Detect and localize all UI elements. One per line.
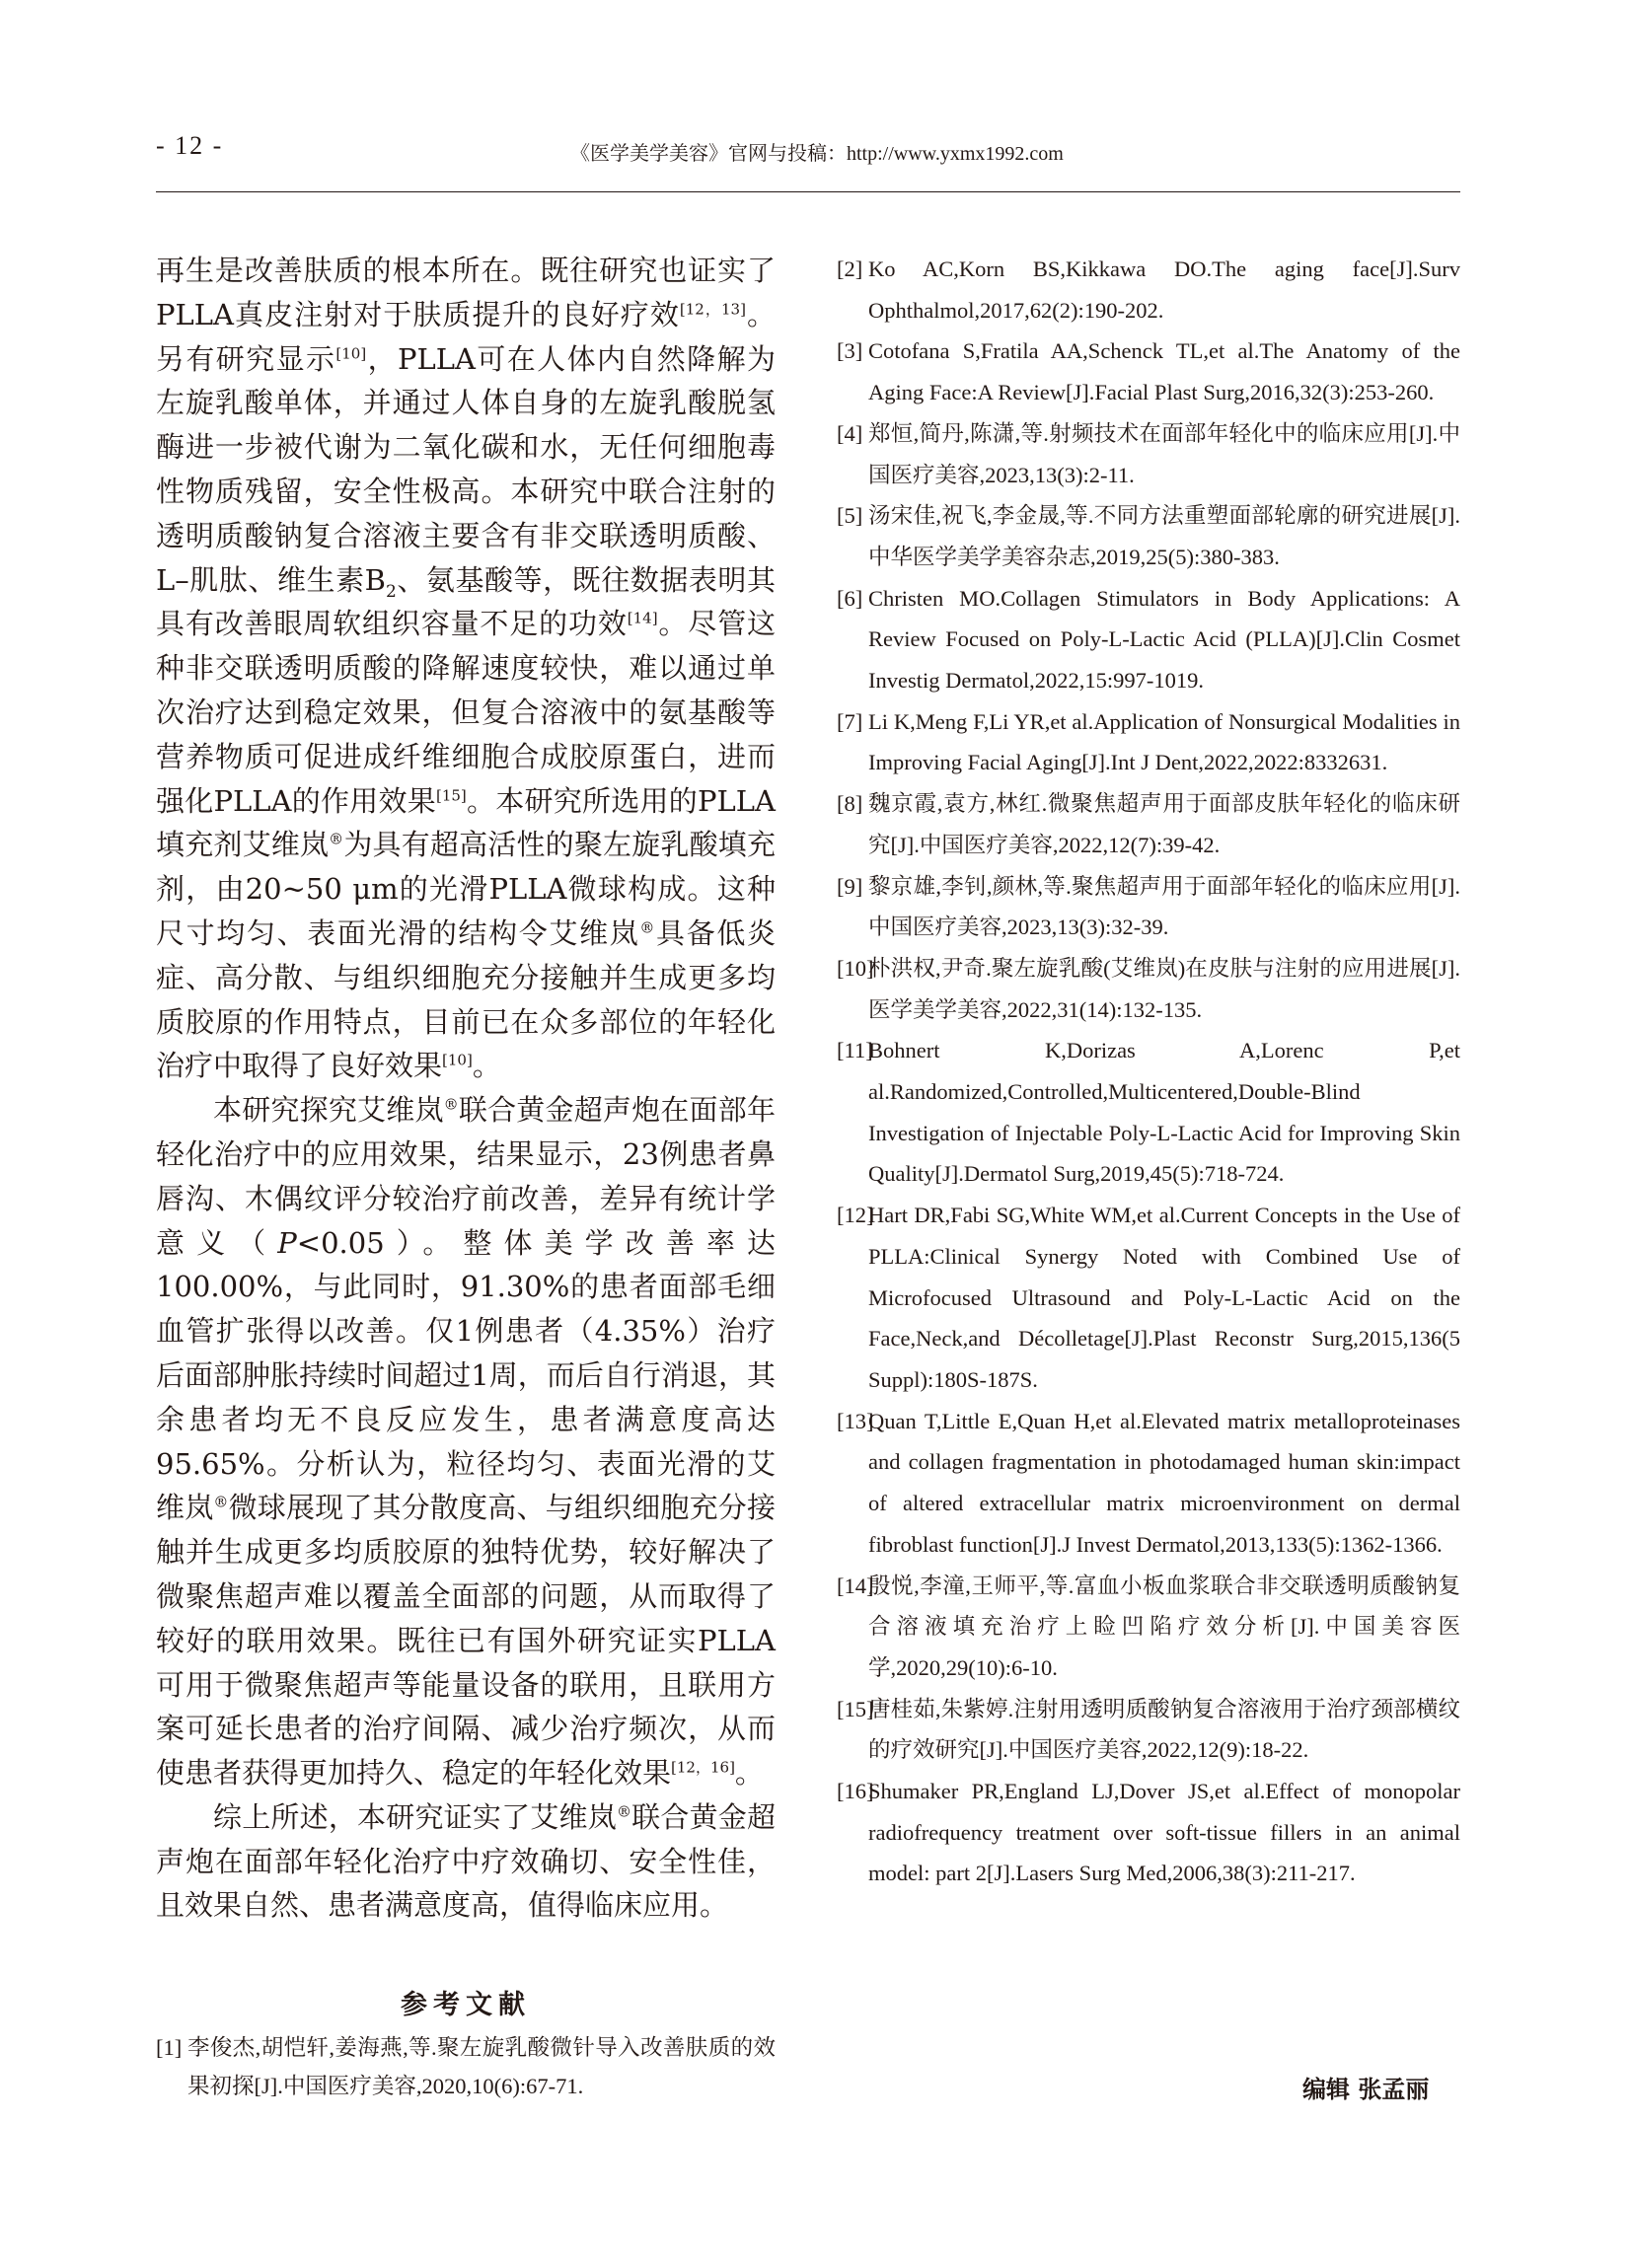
reference-text: 朴洪权,尹奇.聚左旋乳酸(艾维岚)在皮肤与注射的应用进展[J].医学美学美容,2022,31(14):132-135. xyxy=(868,955,1460,1022)
journal-header: 《医学美学美容》官网与投稿：http://www.yxmx1992.com xyxy=(570,143,1064,165)
text-run: 微球展现了其分散度高、与组织细胞充分接触并生成更多均质胶原的独特优势，较好解决了微聚焦超声难以覆盖全面部的问题，从而取得了较好的联用效果。既往已有国外研究证实PLLA可用于微聚焦超声等能量设备的联用，且联用方案可延长患者的治疗间隔、减少治疗频次，从而使患者获得更加持久、稳定的年轻化效果 xyxy=(156,1491,776,1791)
reference-text: 李俊杰,胡恺轩,姜海燕,等.聚左旋乳酸微针导入改善肤质的效果初探[J].中国医疗美容,2020,10(6):67-71. xyxy=(187,2035,776,2098)
text-run: 联合黄金超声炮在面部年轻化治疗中疗效确切、安全性佳，且效果自然、患者满意度高，值得临床应用。 xyxy=(156,1799,776,1923)
reference-number: [8] xyxy=(837,791,863,817)
reference-item xyxy=(837,1401,1460,1566)
citation: [15] xyxy=(435,785,467,804)
citation: [12，13] xyxy=(679,300,746,319)
reference-item xyxy=(156,2028,776,2105)
reference-item xyxy=(837,948,1460,1030)
reference-text: Shumaker PR,England LJ,Dover JS,et al.Effect of monopolar radiofrequency treatment over soft-tissue fillers in an animal model: part 2[J].Lasers Surg Med,2006,38(3):211-217. xyxy=(868,1779,1460,1886)
reference-text: Hart DR,Fabi SG,White WM,et al.Current Concepts in the Use of PLLA:Clinical Synergy Noted with Combined Use of Microfocused Ultrasound and Poly-L-Lactic Acid on the Face,Neck,and Décolletage[J].Plast Reconstr Surg,2015,136(5 Suppl):180S-187S. xyxy=(868,1203,1460,1392)
reference-number: [14] xyxy=(837,1573,874,1598)
reference-number: [16] xyxy=(837,1779,874,1804)
reference-text: Bohnert K,Dorizas A,Lorenc P,et al.Randomized,Controlled,Multicentered,Double-Blind Investigation of Injectable Poly-L-Lactic Acid for Improving Skin Quality[J].Dermatol Surg,2019,45(5):718-724. xyxy=(868,1038,1460,1187)
references-title: 参考文献 xyxy=(401,1990,531,2020)
text-run: 。本研究所选用的PLLA填充剂艾维岚 xyxy=(156,783,776,862)
text-run: 具备低炎症、高分散、与组织细胞充分接触并生成更多均质胶原的作用特点，目前已在众多部位的年轻化治疗中取得了良好效果 xyxy=(156,915,776,1083)
reference-text: 殷悦,李潼,王师平,等.富血小板血浆联合非交联透明质酸钠复合溶液填充治疗上睑凹陷疗效分析[J].中国美容医学,2020,29(10):6-10. xyxy=(868,1573,1460,1680)
text-run: 。另有研究显示 xyxy=(156,297,776,376)
reference-number: [12] xyxy=(837,1203,874,1228)
text-run: ，PLLA可在人体内自然降解为左旋乳酸单体，并通过人体自身的左旋乳酸脱氢酶进一步被代谢为二氧化碳和水，无任何细胞毒性物质残留，安全性极高。本研究中联合注射的透明质酸钠复合溶液主要含有非交联透明质酸、L–肌肽、维生素B xyxy=(156,341,776,597)
reference-number: [11] xyxy=(837,1038,873,1063)
reference-item xyxy=(837,330,1460,412)
reference-number: [15] xyxy=(837,1696,874,1721)
reference-item xyxy=(837,249,1460,330)
reference-text: Li K,Meng F,Li YR,et al.Application of Nonsurgical Modalities in Improving Facial Aging[J].Int J Dent,2022,2022:8332631. xyxy=(868,708,1460,775)
reference-text: Quan T,Little E,Quan H,et al.Elevated matrix metalloproteinases and collagen fragmentation in photodamaged human skin:impact of altered extracellular matrix microenvironment on dermal fibroblast function[J].J Invest Dermatol,2013,133(5):1362-1366. xyxy=(868,1408,1460,1557)
text-run: 综上所述，本研究证实了艾维岚 xyxy=(213,1799,617,1834)
reference-item xyxy=(837,1195,1460,1401)
reference-list-left xyxy=(156,2028,776,2105)
reference-text: 汤宋佳,祝飞,李金晟,等.不同方法重塑面部轮廓的研究进展[J].中华医学美学美容杂志,2019,25(5):380-383. xyxy=(868,503,1460,569)
editor-credit: 编辑 张孟丽 xyxy=(1302,2076,1430,2103)
reference-number: [7] xyxy=(837,708,863,734)
reference-text: 魏京霞,袁方,林红.微聚焦超声用于面部皮肤年轻化的临床研究[J].中国医疗美容,2022,12(7):39-42. xyxy=(868,791,1460,857)
reference-text: Cotofana S,Fratila AA,Schenck TL,et al.The Anatomy of the Aging Face:A Review[J].Facial Plast Surg,2016,32(3):253-260. xyxy=(868,338,1460,405)
citation: [10] xyxy=(442,1051,473,1069)
text-run: 再生是改善肤质的根本所在。既往研究也证实了PLLA真皮注射对于肤质提升的良好疗效 xyxy=(156,254,776,331)
reference-text: Ko AC,Korn BS,Kikkawa DO.The aging face[J].Surv Ophthalmol,2017,62(2):190-202. xyxy=(868,256,1460,323)
citation: [12，16] xyxy=(671,1758,735,1777)
reference-item xyxy=(837,413,1460,495)
reference-number: [3] xyxy=(837,338,863,364)
registered-mark: ® xyxy=(616,1802,631,1821)
registered-mark: ® xyxy=(329,830,344,848)
reference-text: 郑恒,简丹,陈潇,等.射频技术在面部年轻化中的临床应用[J].中国医疗美容,2023,13(3):2-11. xyxy=(868,420,1460,487)
reference-item xyxy=(837,578,1460,701)
text-run: 联合黄金超声炮在面部年轻化治疗中的应用效果，结果显示，23例患者鼻唇沟、木偶纹评分较治疗前改善，差异有统计学意义（ xyxy=(156,1093,776,1260)
registered-mark: ® xyxy=(443,1095,459,1114)
reference-item xyxy=(837,1566,1460,1689)
text-run: <0.05）。整体美学改善率达100.00%，与此同时，91.30%的患者面部毛细血管扩张得以改善。仅1例患者（4.35%）治疗后面部肿胀持续时间超过1周，而后自行消退，其余患者均无不良反应发生，患者满意度高达95.65%。分析认为，粒径均匀、表面光滑的艾维岚 xyxy=(156,1225,776,1525)
paragraph-1 xyxy=(156,249,776,1088)
text-run: 为具有超高活性的聚左旋乳酸填充剂，由20~50 μm的光滑PLLA微球构成。这种尺寸均匀、表面光滑的结构令艾维岚 xyxy=(156,828,776,950)
reference-number: [13] xyxy=(837,1408,874,1433)
reference-text: 唐桂茹,朱紫婷.注射用透明质酸钠复合溶液用于治疗颈部横纹的疗效研究[J].中国医疗美容,2022,12(9):18-22. xyxy=(868,1696,1460,1763)
text-run: 。尽管这种非交联透明质酸的降解速度较快，难以通过单次治疗达到稳定效果，但复合溶液中的氨基酸等营养物质可促进成纤维细胞合成胶原蛋白，进而强化PLLA的作用效果 xyxy=(156,607,776,818)
text-run: 。 xyxy=(472,1049,501,1083)
subscript: 2 xyxy=(385,581,397,602)
reference-text: Christen MO.Collagen Stimulators in Body Applications: A Review Focused on Poly-L-Lactic Acid (PLLA)[J].Clin Cosmet Investig Dermatol,2022,15:997-1019. xyxy=(868,585,1460,694)
reference-number: [2] xyxy=(837,256,863,281)
reference-number: [9] xyxy=(837,873,863,899)
reference-item xyxy=(837,701,1460,783)
reference-item xyxy=(837,1689,1460,1771)
reference-number: [5] xyxy=(837,503,863,529)
registered-mark: ® xyxy=(639,918,655,937)
reference-item xyxy=(837,1030,1460,1195)
reference-item xyxy=(837,1771,1460,1894)
reference-number: [1] xyxy=(156,2035,183,2060)
text-run: 。 xyxy=(734,1756,764,1791)
left-column xyxy=(156,249,776,1928)
citation: [10] xyxy=(335,343,367,362)
text-run: 本研究探究艾维岚 xyxy=(213,1093,444,1128)
citation: [14] xyxy=(627,609,658,627)
reference-item xyxy=(837,783,1460,865)
page-header xyxy=(156,131,1460,190)
reference-number: [4] xyxy=(837,420,863,446)
reference-item xyxy=(837,495,1460,577)
p-value-symbol: P xyxy=(277,1225,297,1260)
paragraph-3 xyxy=(156,1795,776,1928)
paragraph-2 xyxy=(156,1088,776,1795)
text-run: 、氨基酸等，既往数据表明其具有改善眼周软组织容量不足的功效 xyxy=(156,562,776,641)
header-rule xyxy=(156,191,1460,192)
reference-item xyxy=(837,866,1460,948)
page-number: - 12 - xyxy=(156,131,224,160)
registered-mark: ® xyxy=(213,1493,229,1511)
reference-list-right xyxy=(837,249,1460,1894)
reference-number: [10] xyxy=(837,955,874,981)
reference-text: 黎京雄,李钊,颜林,等.聚焦超声用于面部年轻化的临床应用[J].中国医疗美容,2023,13(3):32-39. xyxy=(868,873,1460,940)
reference-number: [6] xyxy=(837,585,863,611)
